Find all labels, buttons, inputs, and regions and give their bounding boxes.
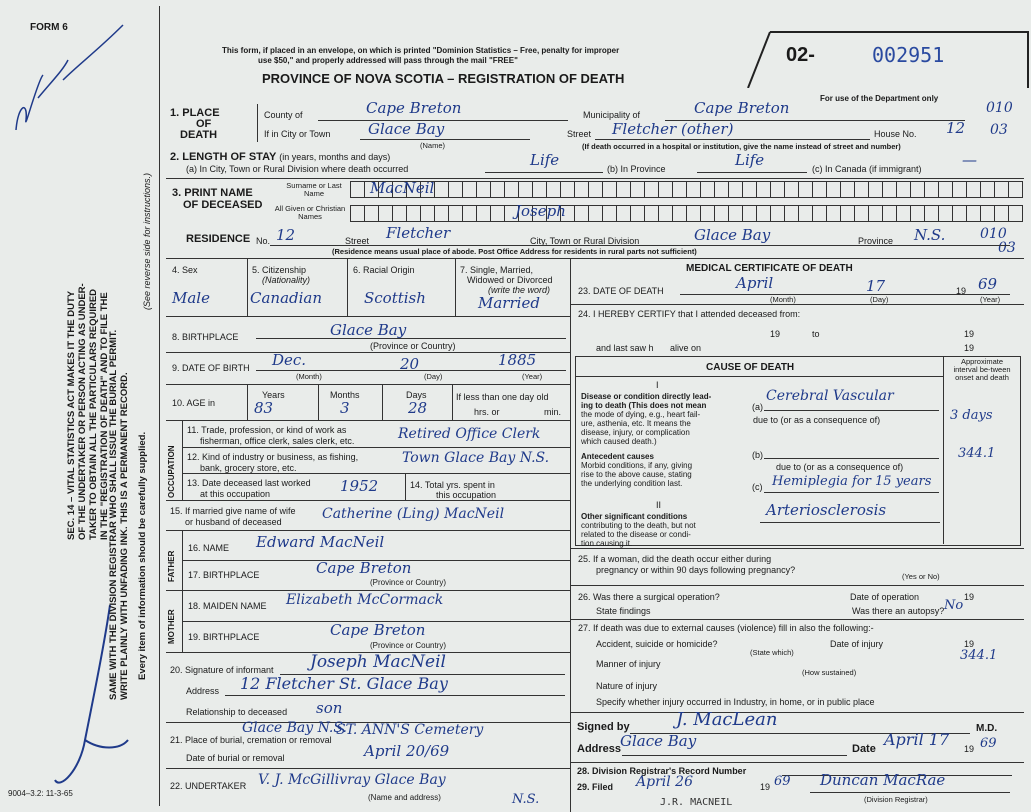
os2: contributing to the death, but not [581,521,696,530]
stay-c-value: — [962,151,977,169]
cause-c: Hemiplegia for 15 years [772,474,932,489]
name-grid-cell [490,205,505,222]
ac1: Antecedent causes [581,452,654,461]
house-value: 12 [946,119,966,137]
place-death: DEATH [180,129,218,141]
md: M.D. [976,723,998,734]
date-label: Date [852,743,876,755]
wife-value: Catherine (Ling) MacNeil [322,506,505,522]
hospital-note: (If death occurred in a hospital or institution, give the name instead of street and number) [582,142,901,151]
registrar-sub: (Division Registrar) [864,795,928,804]
cause-a-interval: 3 days [950,408,993,423]
name-grid-cell [798,181,813,198]
name-grid-cell [364,205,379,222]
stay-a-value: Life [530,151,560,169]
name-grid-cell [420,205,435,222]
informant-label: 20. Signature of informant [170,665,274,675]
year-sub: (Year) [522,372,543,381]
stay-b-label: (b) In Province [607,164,666,174]
name-grid-cell [658,205,673,222]
name-grid-cell [784,181,799,198]
side-instructions-2: SAME WITH THE DIVISION REGISTRAR WHO SHALL ISSUE THE BURIAL PERMIT. WRITE PLAINLY WITH UNFADING INK. THIS IS A PERMANENT RECORD. [108,329,130,700]
county-label: County of [264,110,303,120]
racial-label: 6. Racial Origin [353,265,415,275]
res-street-label: Street [345,236,370,246]
q12: 12. Kind of industry or business, as fishing, [187,452,359,462]
name-grid-cell [602,181,617,198]
alive-on: alive on [670,343,702,353]
dc5: disease, injury, or complication [581,428,690,437]
name-grid-cell [686,181,701,198]
stay-a-label: (a) In City, Town or Rural Division where death occurred [186,164,409,174]
name-grid-cell [406,205,421,222]
name-grid-cell [532,181,547,198]
name-grid-cell [966,205,981,222]
house-code: 03 [990,122,1008,138]
street-value: Fletcher (other) [612,120,734,138]
citizenship-value: Canadian [250,289,323,307]
q12b: bank, grocery store, etc. [200,463,297,473]
father-side: FATHER [167,550,176,582]
name-grid-cell [434,181,449,198]
q15b: or husband of deceased [185,517,282,527]
manner-code: 344.1 [960,648,998,663]
res-code: 010 [980,226,1007,242]
city-value: Glace Bay [368,120,445,138]
name-grid-cell [504,181,519,198]
name-grid-cell [938,181,953,198]
dc6: which caused death.) [581,437,657,446]
res-no-label: No. [256,236,271,246]
name-grid-cell [462,181,477,198]
q29: 29. Filed [577,782,614,792]
yes-no: (Yes or No) [902,572,940,581]
name-grid-cell [812,181,827,198]
name-grid-cell [714,181,729,198]
q11: 11. Trade, profession, or kind of work as [187,425,347,435]
name-grid-cell [980,181,995,198]
a12: Town Glace Bay N.S. [402,450,550,466]
part-1: I [656,380,659,390]
reg-prefix: 02- [786,44,815,66]
name-grid-cell [910,205,925,222]
autopsy-value: No [944,598,964,613]
cert-date: April 17 [884,730,950,749]
years-label: Years [262,390,285,400]
margin-line [159,6,160,806]
res-no: 12 [276,226,296,244]
name-grid-cell [700,205,715,222]
burial-date-label: Date of burial or removal [186,753,285,763]
name-grid-cell [630,205,645,222]
name-grid-cell [980,205,995,222]
print-name-label: 3. PRINT NAME [172,187,253,199]
name-grid-cell [644,181,659,198]
filed-19: 19 [760,782,771,792]
accident: Accident, suicide or homicide? [596,639,718,649]
name-grid-cell [854,205,869,222]
undertaker-sub: (Name and address) [368,793,441,802]
death-year-sub: (Year) [980,295,1001,304]
q13b: at this occupation [200,489,271,499]
marital-label-3: (write the word) [488,285,551,295]
cause-b-code: 344.1 [958,446,996,461]
name-grid-cell [616,205,631,222]
name-grid-cell [924,181,939,198]
name-grid-cell [728,181,743,198]
residence-label: RESIDENCE [186,233,251,245]
cause-a-label: (a) [752,402,763,412]
undertaker-value: V. J. McGillivray Glace Bay [258,772,446,788]
less-than-day: If less than one day old [456,392,549,402]
name-grid-cell [462,205,477,222]
father-name: Edward MacNeil [256,533,385,551]
city-label: If in City or Town [264,129,331,139]
death-month-sub: (Month) [770,295,796,304]
autopsy: Was there an autopsy? [852,606,945,616]
res-street: Fletcher [386,224,451,242]
rel-label: Relationship to deceased [186,707,288,717]
name-grid-cell [378,205,393,222]
name-grid-cell [728,205,743,222]
name-grid-cell [854,181,869,198]
name-grid-cell [630,181,645,198]
death-day-sub: (Day) [870,295,889,304]
age-label: 10. AGE in [172,398,216,408]
birthplace-value: Glace Bay [330,321,407,339]
dob-day: 20 [400,355,420,373]
mother-bp-sub: (Province or Country) [370,641,447,650]
muni-label: Municipality of [583,110,641,120]
month-sub: (Month) [296,372,322,381]
reg-number: 002951 [872,43,945,67]
to-label: to [812,329,820,339]
name-grid-cell [476,205,491,222]
due-2: due to (or as a consequence of) [776,462,904,472]
surname-value: MacNeil [370,179,435,197]
birthplace-sub: (Province or Country) [370,341,456,351]
filed-yr: 69 [774,774,791,789]
dc3: the mode of dying, e.g., heart fail- [581,410,701,419]
citizenship-sub: (Nationality) [262,275,311,285]
name-grid-cell [448,181,463,198]
informant-addr-label: Address [186,686,220,696]
res-prov-label: Province [858,236,894,246]
days-label: Days [406,390,427,400]
inj-19: 19 [964,639,975,649]
name-grid-cell [434,205,449,222]
name-grid-cell [742,205,757,222]
name-grid-cell [826,205,841,222]
ac3: rise to the above cause, stating [581,470,692,479]
name-grid-cell [882,181,897,198]
name-grid-cell [448,205,463,222]
muni-code: 010 [986,100,1013,116]
name-grid-cell [714,205,729,222]
name-grid-cell [798,205,813,222]
q26: 26. Was there a surgical operation? [578,592,720,602]
res-city-label: City, Town or Rural Division [530,236,640,246]
residence-note: (Residence means usual place of abode. Post Office Address for residents in rural parts not sufficient) [332,247,697,256]
of-deceased-label: OF DECEASED [183,199,263,211]
cert-yr: 69 [980,736,997,751]
name-grid-cell [644,205,659,222]
injury-date: Date of injury [830,639,884,649]
cause-b-label: (b) [752,450,763,460]
informant-sig: Joseph MacNeil [310,652,446,672]
form-number: FORM 6 [30,22,68,33]
registrar-stamp: J.R. MACNEIL [660,797,733,808]
q24: 24. I HEREBY CERTIFY that I attended deceased from: [578,309,801,319]
name-grid-cell [868,205,883,222]
op-19: 19 [964,592,975,602]
physician-addr: Glace Bay [620,732,697,750]
undertaker-label: 22. UNDERTAKER [170,781,247,791]
interval-label: Approximate interval be-tween onset and death [953,357,1011,382]
informant-addr: 12 Fletcher St. Glace Bay [240,674,448,693]
name-grid-cell [574,205,589,222]
side-every-item: Every item of information should be carefully supplied. [137,431,148,680]
op-date: Date of operation [850,592,920,602]
q14: 14. Total yrs. spent in [410,480,495,490]
name-grid-cell [826,181,841,198]
name-grid-cell [672,205,687,222]
manner: Manner of injury [596,659,661,669]
place-label: 1. PLACE [170,107,220,119]
notice-line-1: This form, if placed in an envelope, on which is printed "Dominion Statistics – Free, penalty for improper [222,46,620,55]
stay-b-value: Life [735,151,765,169]
due-1: due to (or as a consequence of) [753,415,881,425]
registrar-sig: Duncan MacRae [820,771,946,789]
dob-label: 9. DATE OF BIRTH [172,363,250,373]
days-value: 28 [408,399,428,417]
surname-label: Surname or Last Name [286,181,342,198]
burial-date: April 20/69 [364,742,450,760]
sex-label: 4. Sex [172,265,198,275]
mother-bp: Cape Breton [330,621,426,639]
mother-name: Elizabeth McCormack [286,592,444,608]
name-grid-cell [350,205,365,222]
specify: Specify whether injury occurred in Industry, in home, or in public place [596,697,875,707]
county-value: Cape Breton [366,99,462,117]
name-grid-cell [756,205,771,222]
q23: 23. DATE OF DEATH [578,286,664,296]
death-month: April [736,274,774,292]
name-grid-cell [588,181,603,198]
q11b: fisherman, office clerk, sales clerk, etc. [200,436,355,446]
father-bp-label: 17. BIRTHPLACE [188,570,260,580]
name-grid-cell [770,205,785,222]
father-name-label: 16. NAME [188,543,230,553]
death-year: 69 [978,275,998,293]
name-grid-cell [350,181,365,198]
place-of: OF [196,118,212,130]
name-grid [350,181,1022,225]
name-grid-cell [994,205,1009,222]
months-label: Months [330,390,360,400]
burial-label: 21. Place of burial, cremation or removal [170,735,332,745]
name-grid-cell [700,181,715,198]
signed-by: Signed by [577,721,630,733]
stay-label: 2. LENGTH OF STAY (in years, months and days) [170,151,391,163]
name-grid-cell [742,181,757,198]
name-grid-cell [896,205,911,222]
alive-19: 19 [964,343,975,353]
hrs-label: hrs. or [474,407,500,417]
physician-sig: J. MacLean [676,709,778,730]
burial-place-1: Glace Bay N.S. [242,720,347,736]
name-grid-cell [756,181,771,198]
name-grid-cell [476,181,491,198]
name-grid-cell [966,181,981,198]
to-19: 19 [964,329,975,339]
rel-value: son [316,699,343,717]
sex-value: Male [172,289,210,307]
name-grid-cell [840,181,855,198]
res-code-2: 03 [998,240,1016,256]
q25b: pregnancy or within 90 days following pregnancy? [596,565,796,575]
name-grid-cell [938,205,953,222]
other-conditions: Arteriosclerosis [766,501,887,519]
mother-bp-label: 19. BIRTHPLACE [188,632,260,642]
dob-month: Dec. [272,351,307,369]
months-value: 3 [340,399,350,417]
dob-year: 1885 [498,351,537,369]
dept-use: For use of the Department only [820,94,939,103]
birthplace-label: 8. BIRTHPLACE [172,332,239,342]
name-grid-cell [868,181,883,198]
footer-code: 9004–3.2: 11-3-65 [8,789,73,798]
from-19: 19 [770,329,781,339]
q13: 13. Date deceased last worked [187,478,311,488]
handwritten-initials [8,20,128,140]
name-grid-cell [546,181,561,198]
name-grid-cell [896,181,911,198]
muni-value: Cape Breton [694,99,790,117]
name-grid-cell [770,181,785,198]
q15: 15. If married give name of wife [170,506,296,516]
address-label: Address [577,743,622,755]
q14b: this occupation [436,490,497,500]
name-grid-cell [924,205,939,222]
name-grid-cell [952,181,967,198]
marital-label: 7. Single, Married, [460,265,534,275]
death-19: 19 [956,286,967,296]
name-grid-cell [588,205,603,222]
a11: Retired Office Clerk [398,426,541,442]
name-grid-cell [840,205,855,222]
ac4: the underlying condition last. [581,479,683,488]
father-bp: Cape Breton [316,559,412,577]
res-city: Glace Bay [694,226,771,244]
name-grid-cell [602,205,617,222]
racial-value: Scottish [364,289,426,307]
state-which: (State which) [750,648,794,657]
cause-a: Cerebral Vascular [766,388,894,404]
name-grid-cell [560,181,575,198]
ac2: Morbid conditions, if any, giving [581,461,693,470]
cert-19: 19 [964,744,975,754]
name-grid-cell [490,181,505,198]
citizenship-label: 5. Citizenship [252,265,307,275]
given-value: Joseph [515,202,566,220]
os3: related to the disease or condi- [581,530,691,539]
stay-c-label: (c) In Canada (if immigrant) [812,164,922,174]
death-day: 17 [866,277,886,295]
cause-c-label: (c) [752,482,763,492]
name-grid-cell [812,205,827,222]
name-grid-cell [952,205,967,222]
burial-place-2: ST. ANN'S Cemetery [336,722,484,738]
name-grid-cell [686,205,701,222]
name-grid-cell [994,181,1009,198]
filed-date: April 26 [636,774,693,790]
name-grid-cell [910,181,925,198]
name-grid-cell [658,181,673,198]
day-sub: (Day) [424,372,443,381]
name-grid-cell [616,181,631,198]
undertaker-value-2: N.S. [512,792,540,807]
father-bp-sub: (Province or Country) [370,578,447,587]
years-value: 83 [254,399,274,417]
name-grid-cell [882,205,897,222]
findings: State findings [596,606,651,616]
q28: 28. Division Registrar's Record Number [577,766,747,776]
q27: 27. If death was due to external causes (violence) fill in also the following:- [578,623,874,633]
how-sustained: (How sustained) [802,668,857,677]
form-title: PROVINCE OF NOVA SCOTIA – REGISTRATION OF DEATH [262,71,625,86]
name-grid-cell [784,205,799,222]
cause-title: CAUSE OF DEATH [706,362,795,373]
name-grid-cell [1008,181,1023,198]
a13: 1952 [340,477,379,495]
name-grid-cell [392,205,407,222]
min-label: min. [544,407,562,417]
os4: tion causing it. [581,539,633,548]
dc2: ing to death (This does not mean [581,401,707,410]
name-note: (Name) [420,141,446,150]
dc4: ure, asthenia, etc. It means the [581,419,691,428]
street-label: Street [567,129,592,139]
mother-name-label: 18. MAIDEN NAME [188,601,267,611]
name-grid-cell [574,181,589,198]
os1: Other significant conditions [581,512,688,521]
side-see-reverse: (See reverse side for instructions.) [142,172,152,310]
side-instructions: SEC. 14 – VITAL STATISTICS ACT MAKES IT THE DUTY OF THE UNDERTAKER OR PERSON ACTING AS UNDER- TAKER TO OBTAIN ALL THE PARTICULARS REQUIRED IN THE "REGISTRATION OF DEATH" AND TO FILE THE [66,283,110,540]
name-grid-cell [518,181,533,198]
notice-line-2: use $50," and properly addressed will pass through the mail "FREE" [258,56,518,65]
name-grid-cell [672,181,687,198]
last-saw: and last saw h [596,343,654,353]
q25: 25. If a woman, did the death occur either during [578,554,772,564]
name-grid-cell [1008,205,1023,222]
nature: Nature of injury [596,681,658,691]
medical-title: MEDICAL CERTIFICATE OF DEATH [686,263,853,274]
res-prov: N.S. [914,226,946,244]
part-2: II [656,500,662,510]
given-label: All Given or Christian Names [274,204,346,221]
mother-side: MOTHER [167,609,176,644]
house-label: House No. [874,129,917,139]
occupation-side: OCCUPATION [167,445,176,498]
marital-value: Married [478,294,540,312]
marital-label-2: Widowed or Divorced [467,275,553,285]
dc1: Disease or condition directly lead- [581,392,712,401]
